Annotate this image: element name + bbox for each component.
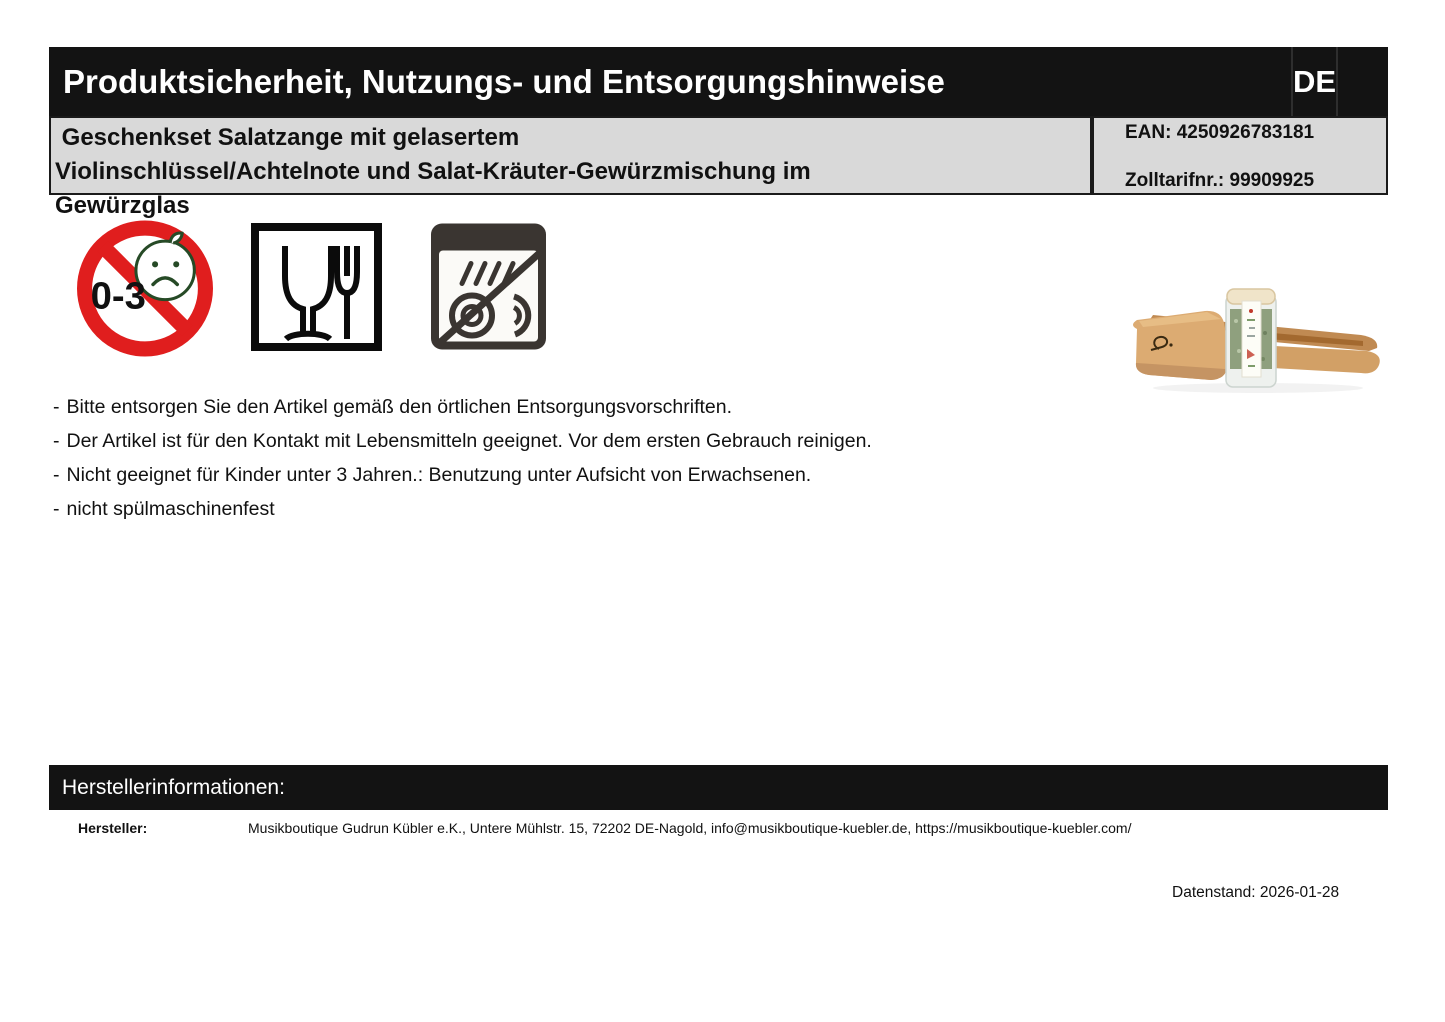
- list-item: [53, 458, 1203, 492]
- bullet-dash: -: [53, 464, 60, 486]
- list-item: [53, 424, 1203, 458]
- product-title-box: [49, 116, 1092, 219]
- page-title: Produktsicherheit, Nutzungs- und Entsorgungshinweise: [63, 62, 945, 100]
- spice-jar: [1226, 289, 1276, 387]
- bullet-dash: -: [53, 498, 60, 520]
- note-text: Der Artikel ist für den Kontakt mit Lebensmitteln geeignet. Vor dem ersten Gebrauch reinigen.: [66, 430, 872, 452]
- bullet-dash: -: [53, 396, 60, 418]
- not-suitable-under-3-icon: [75, 220, 215, 357]
- manufacturer-label: Hersteller:: [78, 820, 148, 836]
- note-text: nicht spülmaschinenfest: [66, 498, 275, 520]
- ean-box: [1092, 116, 1388, 195]
- not-dishwasher-safe-icon: [430, 222, 547, 351]
- list-item: [53, 492, 1203, 526]
- list-item: [53, 390, 1203, 424]
- manufacturer-value: Musikboutique Gudrun Kübler e.K., Untere Mühlstr. 15, 72202 DE-Nagold, info@musikboutique-kuebler.de, https://musikboutique-kuebler.com/: [248, 820, 1132, 836]
- header-bar: [49, 47, 1388, 116]
- bullet-dash: -: [53, 430, 60, 452]
- product-title-line-2: Violinschlüssel/Achtelnote und Salat-Kräuter-Gewürzmischung im: [55, 158, 811, 185]
- safety-notes-list: [53, 390, 1203, 526]
- manufacturer-section-bar: [49, 765, 1388, 810]
- note-text: Bitte entsorgen Sie den Artikel gemäß den örtlichen Entsorgungsvorschriften.: [66, 396, 733, 418]
- customs-tariff-value: Zolltarifnr.: 99909925: [1125, 170, 1315, 191]
- language-badge: DE: [1291, 47, 1338, 116]
- ean-value: EAN: 4250926783181: [1125, 122, 1315, 143]
- data-status-date: Datenstand: 2026-01-28: [1172, 884, 1340, 901]
- age-range-label: 0-3: [90, 274, 146, 318]
- product-title-line-1: Geschenkset Salatzange mit gelasertem: [55, 124, 520, 151]
- product-title-row: [49, 116, 1388, 219]
- note-text: Nicht geeignet für Kinder unter 3 Jahren.: Benutzung unter Aufsicht von Erwachsenen.: [66, 464, 812, 486]
- product-photo: [1123, 283, 1393, 395]
- food-contact-safe-icon: [250, 222, 383, 352]
- manufacturer-section-title: Herstellerinformationen:: [62, 775, 285, 799]
- product-title-line-3: Gewürzglas: [55, 192, 190, 219]
